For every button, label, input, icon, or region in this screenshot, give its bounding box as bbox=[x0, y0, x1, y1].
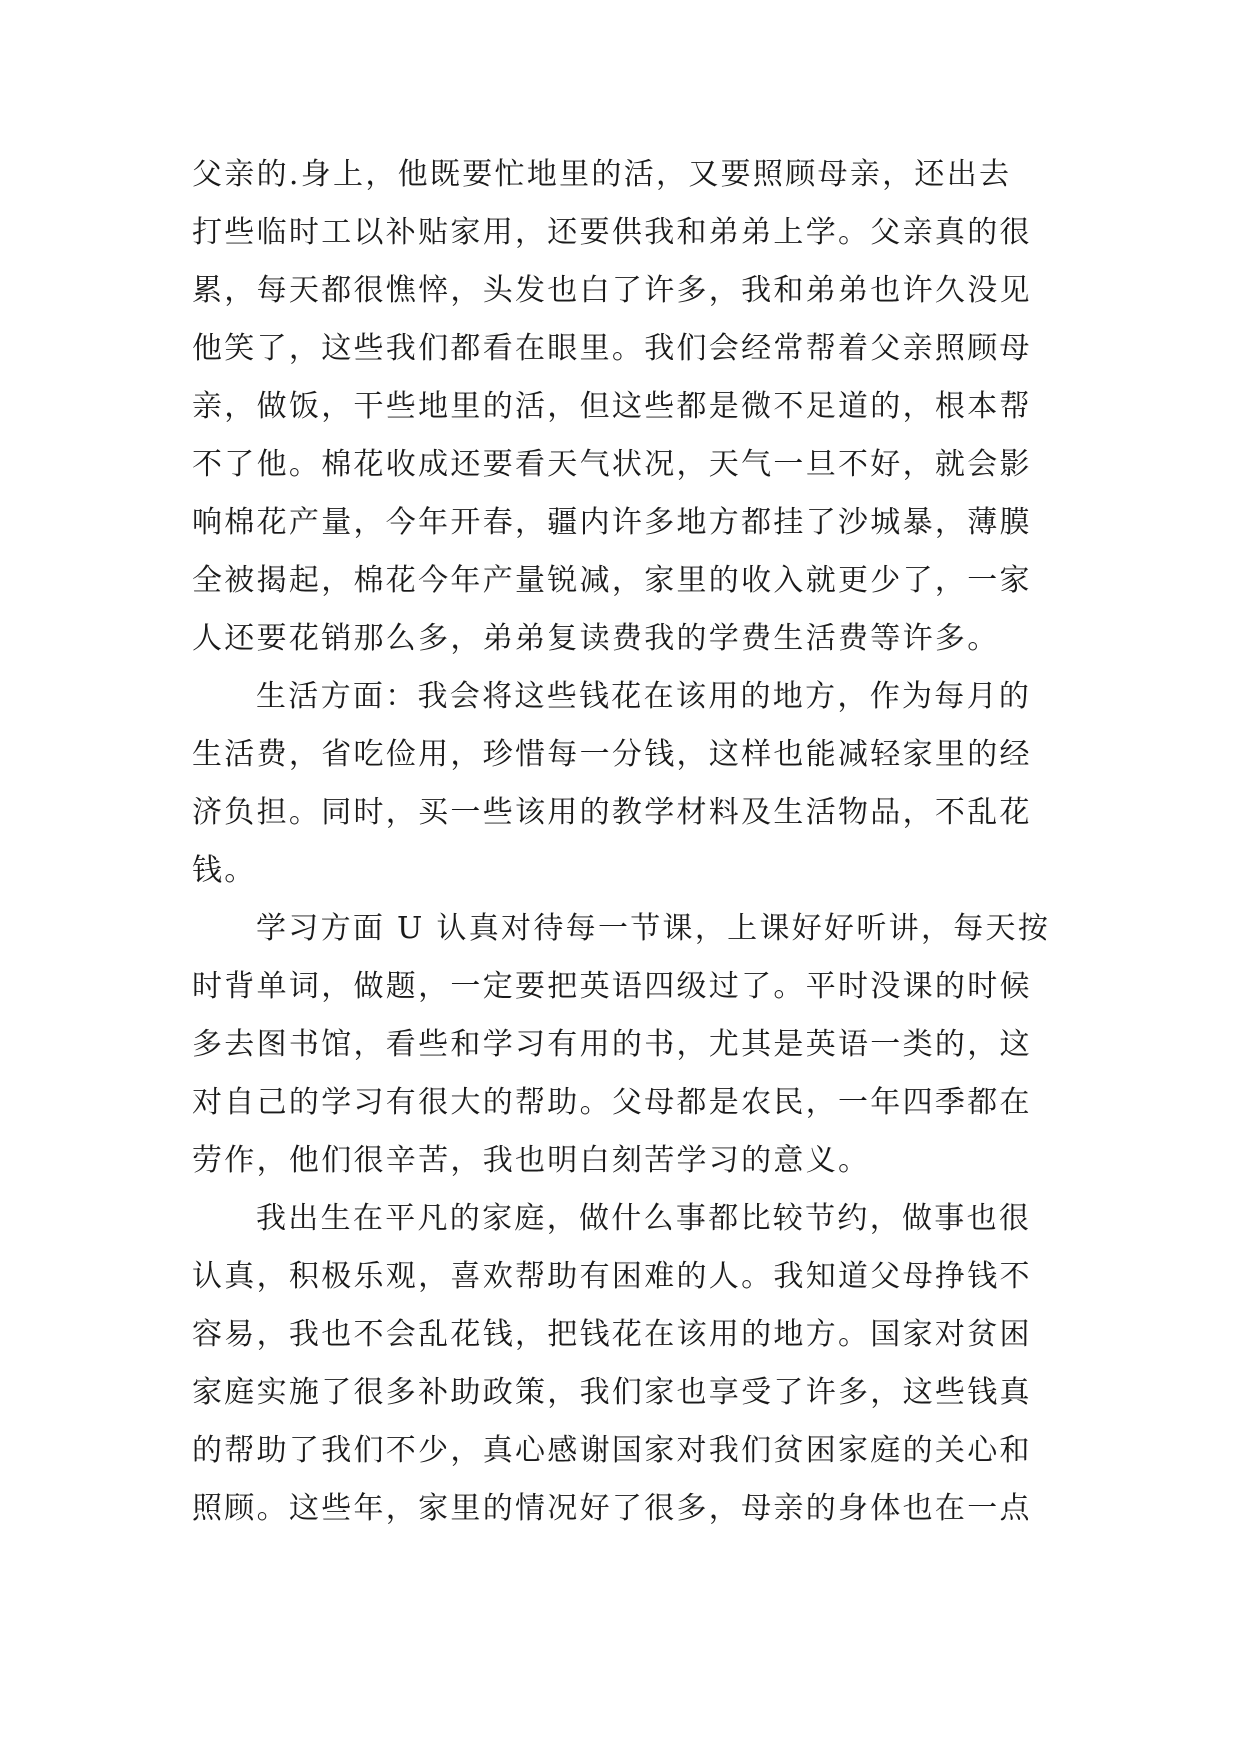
text-line: 不了他。棉花收成还要看天气状况，天气一旦不好，就会影 bbox=[192, 447, 1032, 482]
text-line: 劳作，他们很辛苦，我也明白刻苦学习的意义。 bbox=[192, 1143, 871, 1178]
text-line: 累，每天都很憔悴，头发也白了许多，我和弟弟也许久没见 bbox=[192, 273, 1032, 308]
text-line: 对自己的学习有很大的帮助。父母都是农民，一年四季都在 bbox=[192, 1085, 1032, 1120]
text-line: 我出生在平凡的家庭，做什么事都比较节约，做事也很 bbox=[256, 1201, 1032, 1236]
text-line: 照顾。这些年，家里的情况好了很多，母亲的身体也在一点 bbox=[192, 1491, 1032, 1526]
paragraph bbox=[192, 900, 1052, 1190]
text-line: 济负担。同时，买一些该用的教学材料及生活物品，不乱花 bbox=[192, 795, 1032, 830]
text-line: 钱。 bbox=[192, 853, 257, 888]
text-line: 的帮助了我们不少，真心感谢国家对我们贫困家庭的关心和 bbox=[192, 1433, 1032, 1468]
text-line: 响棉花产量，今年开春，疆内许多地方都挂了沙城暴，薄膜 bbox=[192, 505, 1032, 540]
text-line: 时背单词，做题，一定要把英语四级过了。平时没课的时候 bbox=[192, 969, 1032, 1004]
text-line: 多去图书馆，看些和学习有用的书，尤其是英语一类的，这 bbox=[192, 1027, 1032, 1062]
paragraph bbox=[192, 668, 1052, 900]
text-line: 认真，积极乐观，喜欢帮助有困难的人。我知道父母挣钱不 bbox=[192, 1259, 1032, 1294]
text-line: 学习方面 U 认真对待每一节课，上课好好听讲，每天按 bbox=[256, 911, 1051, 946]
text-line: 打些临时工以补贴家用，还要供我和弟弟上学。父亲真的很 bbox=[192, 215, 1032, 250]
text-line: 父亲的.身上，他既要忙地里的活，又要照顾母亲，还出去 bbox=[192, 157, 1012, 192]
text-line: 家庭实施了很多补助政策，我们家也享受了许多，这些钱真 bbox=[192, 1375, 1032, 1410]
paragraph bbox=[192, 146, 1052, 668]
text-line: 全被揭起，棉花今年产量锐减，家里的收入就更少了，一家 bbox=[192, 563, 1032, 598]
text-line: 容易，我也不会乱花钱，把钱花在该用的地方。国家对贫困 bbox=[192, 1317, 1032, 1352]
text-line: 生活费，省吃俭用，珍惜每一分钱，这样也能减轻家里的经 bbox=[192, 737, 1032, 772]
text-line: 人还要花销那么多，弟弟复读费我的学费生活费等许多。 bbox=[192, 621, 1000, 656]
text-line: 生活方面：我会将这些钱花在该用的地方，作为每月的 bbox=[256, 679, 1032, 714]
paragraph bbox=[192, 1190, 1052, 1538]
text-line: 亲，做饭，干些地里的活，但这些都是微不足道的，根本帮 bbox=[192, 389, 1032, 424]
text-line: 他笑了，这些我们都看在眼里。我们会经常帮着父亲照顾母 bbox=[192, 331, 1032, 366]
document-body bbox=[192, 146, 1052, 1538]
